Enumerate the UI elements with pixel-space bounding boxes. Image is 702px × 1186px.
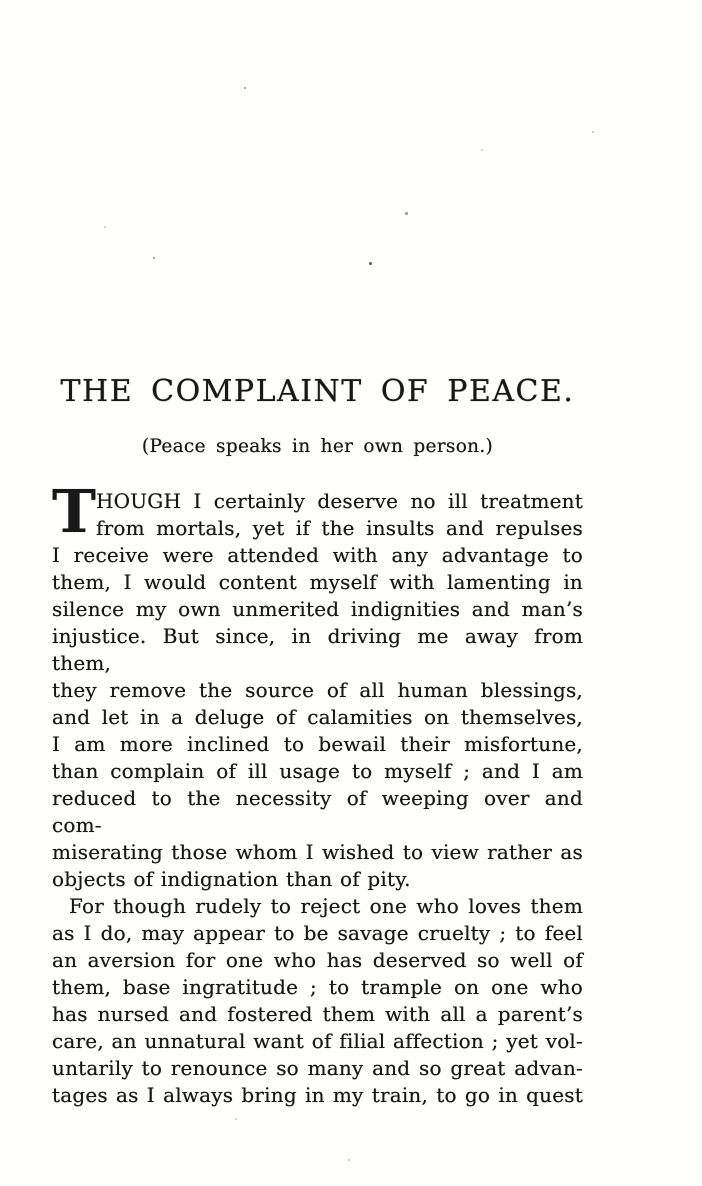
text-line: reduced to the necessity of weeping over and com-: [52, 786, 583, 837]
scan-speck: [235, 1118, 237, 1120]
text-line: from mortals, yet if the insults and repulses: [96, 516, 583, 540]
scan-speck: [153, 257, 155, 259]
scan-speck: [244, 87, 246, 89]
text-line: them, I would content myself with lamenting in: [52, 570, 583, 594]
text-line: injustice. But since, in driving me away from them,: [52, 624, 583, 675]
scan-speck: [104, 226, 106, 228]
scan-speck: [369, 262, 372, 265]
text-line: them, base ingratitude ; to trample on one who: [52, 975, 583, 999]
text-line: as I do, may appear to be savage cruelty ; to feel: [52, 921, 583, 945]
text-line: an aversion for one who has deserved so well of: [52, 948, 583, 972]
scan-speck: [348, 1159, 350, 1161]
scan-speck: [481, 149, 483, 151]
drop-cap-letter: T: [52, 477, 96, 546]
text-line: objects of indignation than of pity.: [52, 867, 411, 891]
text-line: than complain of ill usage to myself ; and I am: [52, 759, 583, 783]
text-column: [52, 0, 583, 1186]
text-line: they remove the source of all human blessings,: [52, 678, 583, 702]
text-line: untarily to renounce so many and so great advan-: [52, 1056, 583, 1080]
scan-speck: [405, 212, 408, 215]
text-line: For though rudely to reject one who loves them: [69, 894, 583, 918]
paragraph: [52, 893, 583, 1109]
scan-speck: [592, 131, 594, 133]
page-subtitle: (Peace speaks in her own person.): [141, 436, 494, 457]
page-title: THE COMPLAINT OF PEACE.: [60, 374, 575, 409]
text-line: HOUGH I certainly deserve no ill treatment: [96, 489, 583, 513]
text-line: tages as I always bring in my train, to go in quest: [52, 1083, 583, 1107]
page-body: [52, 477, 583, 1109]
text-line: miserating those whom I wished to view rather as: [52, 840, 583, 864]
text-line: care, an unnatural want of filial affection ; yet vol-: [52, 1029, 583, 1053]
text-line: and let in a deluge of calamities on themselves,: [52, 705, 583, 729]
paragraph: [52, 477, 583, 893]
text-line: I am more inclined to bewail their misfortune,: [52, 732, 583, 756]
text-line: has nursed and fostered them with all a parent’s: [52, 1002, 583, 1026]
text-line: I receive were attended with any advantage to: [52, 543, 583, 567]
text-line: silence my own unmerited indignities and man’s: [52, 597, 583, 621]
